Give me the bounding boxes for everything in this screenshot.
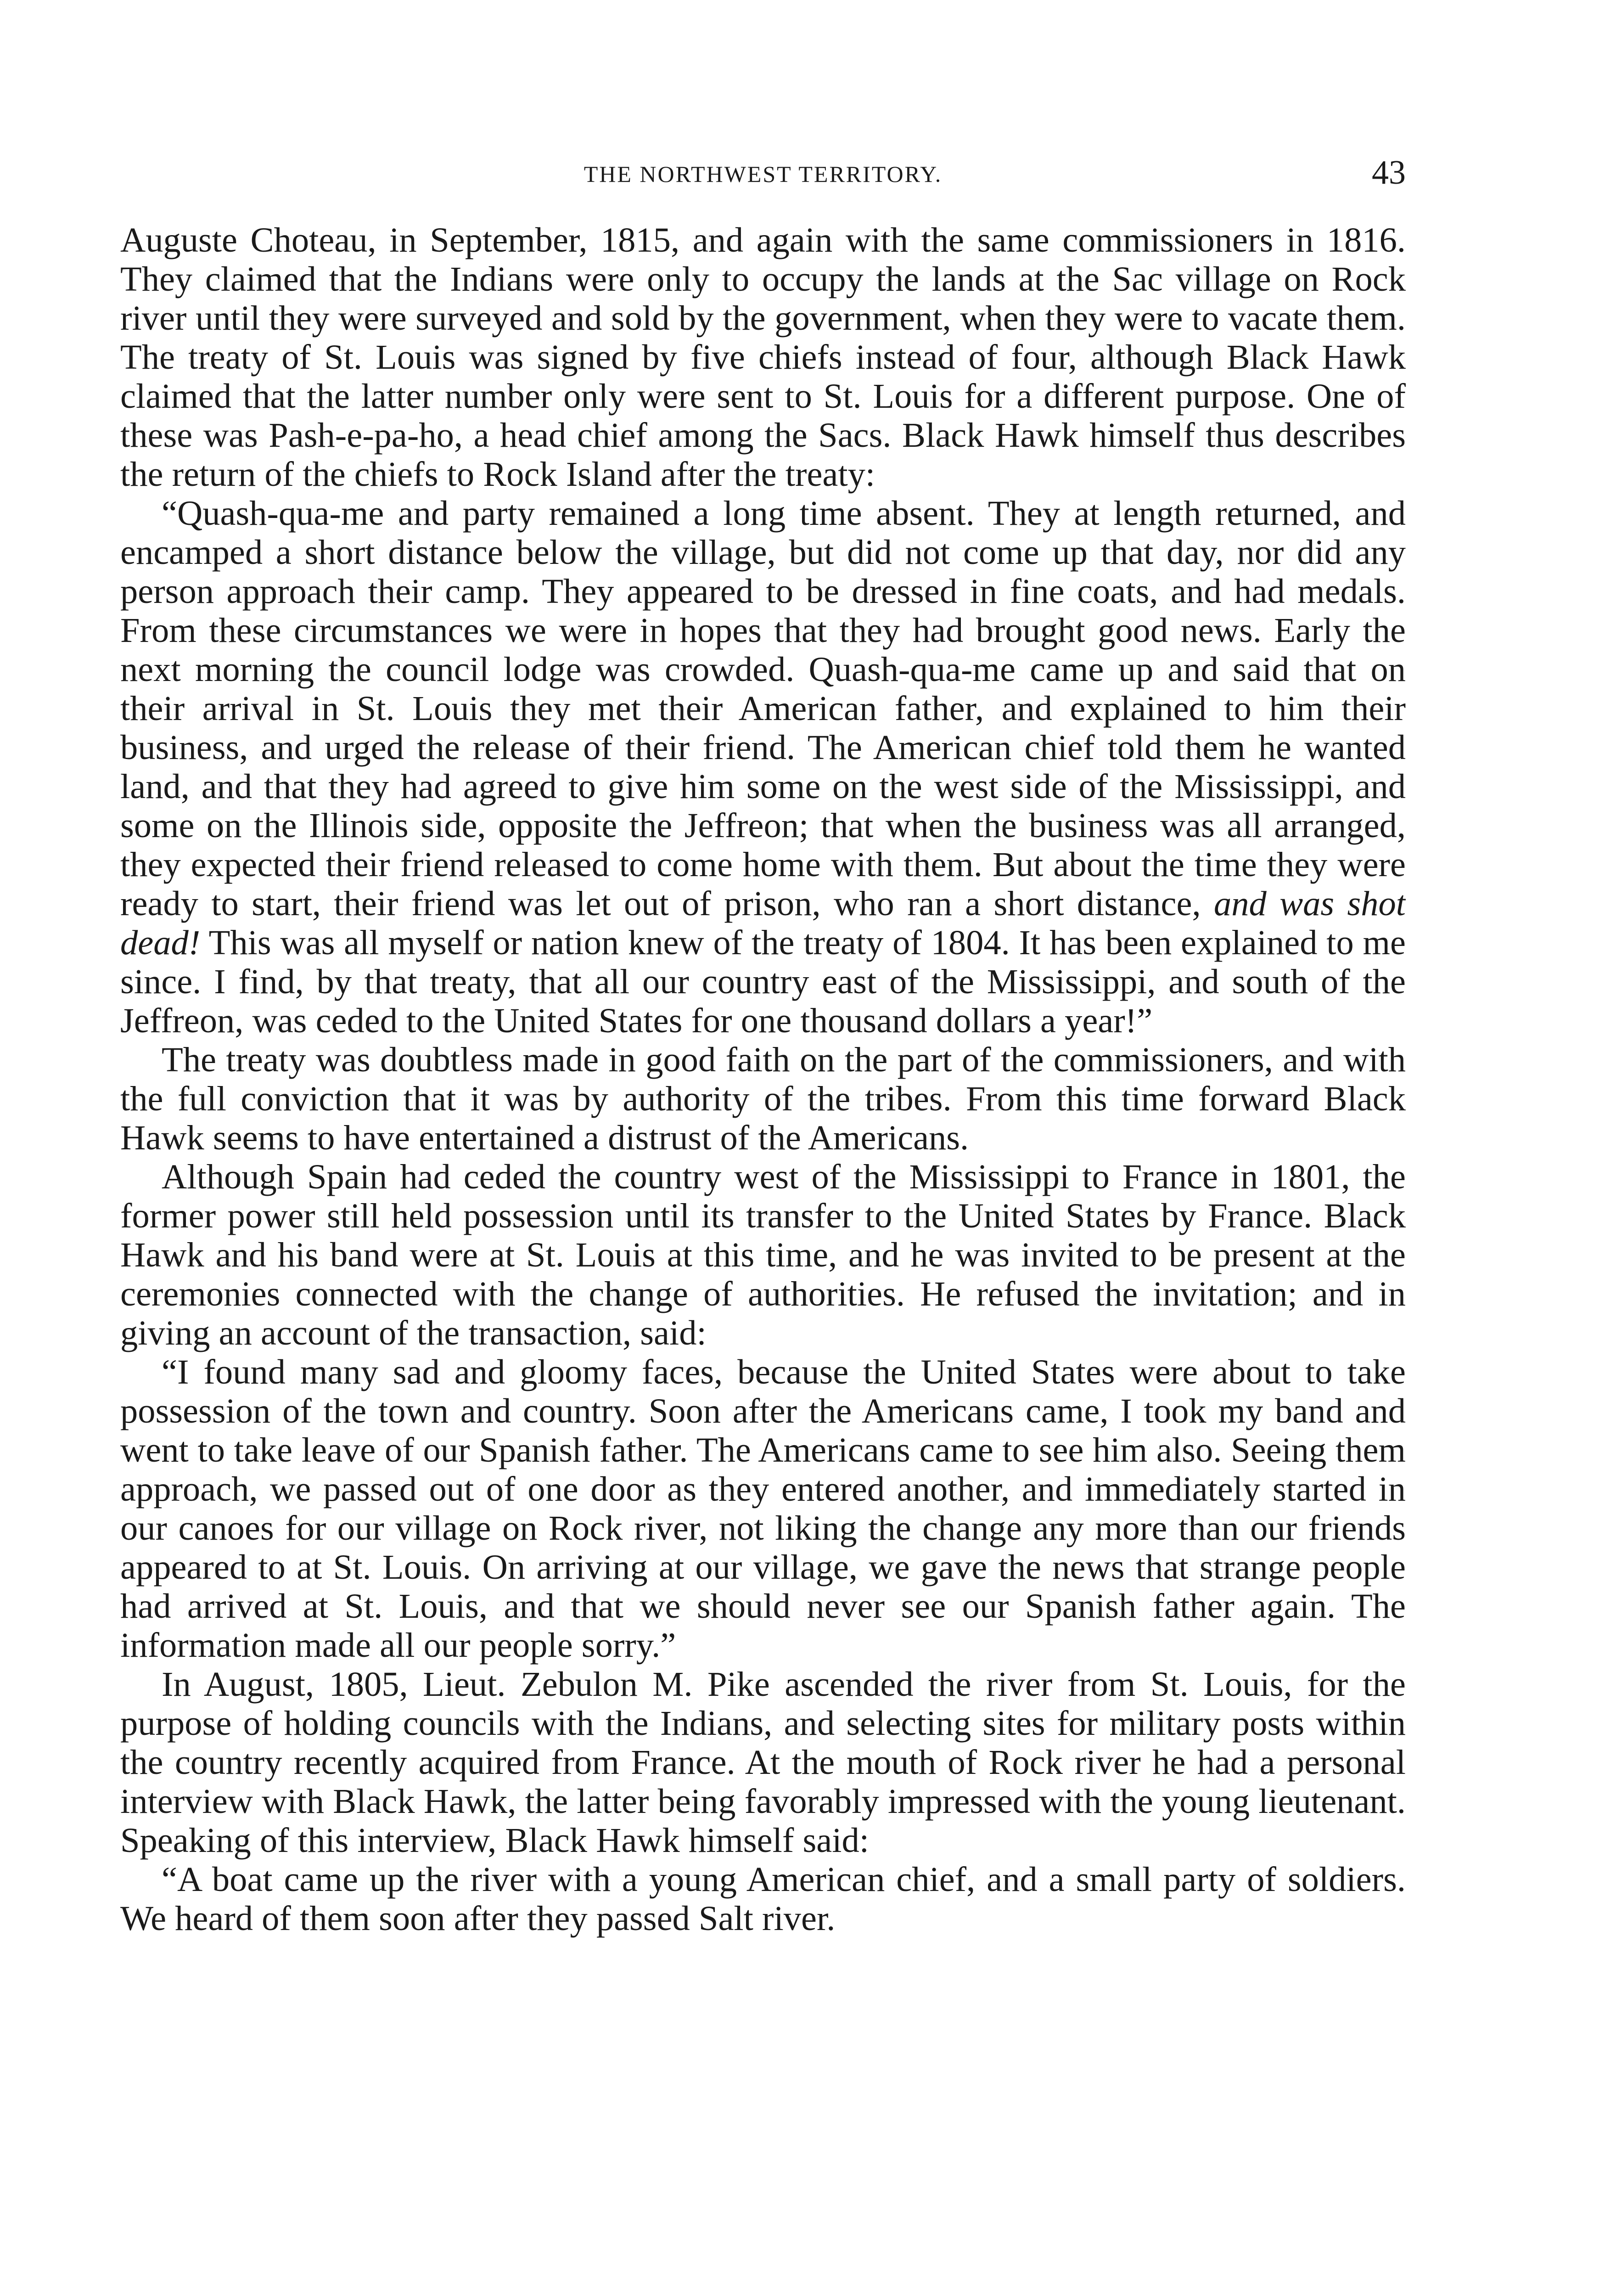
book-page (120, 152, 1406, 2296)
paragraph-4: Although Spain had ceded the country west of the Mississippi to France in 1801, the former power still held possession until its transfer to the United States by France. Black Hawk and his band were at St. Louis at this time, and he was invited to be present at the ceremonies connected with the change of authorities. He refused the invitation; and in giving an account of the transaction, said: (120, 1157, 1406, 1352)
paragraph-1: Auguste Choteau, in September, 1815, and again with the same commissioners in 1816. They claimed that the Indians were only to occupy the lands at the Sac village on Rock river until they were surveyed and sold by the government, when they were to vacate them. The treaty of St. Louis was signed by five chiefs instead of four, although Black Hawk claimed that the latter number only were sent to St. Louis for a different purpose. One of these was Pash-e-pa-ho, a head chief among the Sacs. Black Hawk himself thus describes the return of the chiefs to Rock Island after the treaty: (120, 220, 1406, 494)
paragraph-7-quote: “A boat came up the river with a young American chief, and a small party of soldiers. We heard of them soon after they passed Salt river. (120, 1860, 1406, 1938)
paragraph-6: In August, 1805, Lieut. Zebulon M. Pike ascended the river from St. Louis, for the purpose of holding councils with the Indians, and selecting sites for military posts within the country recently acquired from France. At the mouth of Rock river he had a personal interview with Black Hawk, the latter being favorably impressed with the young lieutenant. Speaking of this interview, Black Hawk himself said: (120, 1665, 1406, 1860)
running-head (120, 152, 1406, 202)
italic-phrase: and was shot dead! (120, 884, 1406, 962)
quote-text-end: This was all myself or nation knew of the treaty of 1804. It has been explained to me since. I find, by that treaty, that all our country east of the Mississippi, and south of the Jeffreon, was ceded to the United States for one thousand dollars a year!” (120, 923, 1406, 1040)
paragraph-5-quote: “I found many sad and gloomy faces, because the United States were about to take possession of the town and country. Soon after the Americans came, I took my band and went to take leave of our Spanish father. The Americans came to see him also. Seeing them approach, we passed out of one door as they entered another, and immediately started in our canoes for our village on Rock river, not liking the change any more than our friends appeared to at St. Louis. On arriving at our village, we gave the news that strange people had arrived at St. Louis, and that we should never see our Spanish father again. The information made all our people sorry.” (120, 1352, 1406, 1665)
text-body (120, 220, 1406, 1938)
paragraph-2-quote (120, 494, 1406, 1040)
quote-text: “Quash-qua-me and party remained a long time absent. They at length returned, and encamped a short distance below the village, but did not come up that day, nor did any person approach their camp. They appeared to be dressed in fine coats, and had medals. From these circumstances we were in hopes that they had brought good news. Early the next morning the council lodge was crowded. Quash-qua-me came up and said that on their arrival in St. Louis they met their American father, and explained to him their business, and urged the release of their friend. The American chief told them he wanted land, and that they had agreed to give him some on the west side of the Mississippi, and some on the Illinois side, opposite the Jeffreon; that when the business was all arranged, they expected their friend released to come home with them. But about the time they were ready to start, their friend was let out of prison, who ran a short distance, (120, 494, 1406, 923)
page-number: 43 (1372, 154, 1406, 191)
paragraph-3: The treaty was doubtless made in good faith on the part of the commissioners, and with the full conviction that it was by authority of the tribes. From this time forward Black Hawk seems to have entertained a distrust of the Americans. (120, 1040, 1406, 1157)
running-title: THE NORTHWEST TERRITORY. (584, 161, 943, 187)
